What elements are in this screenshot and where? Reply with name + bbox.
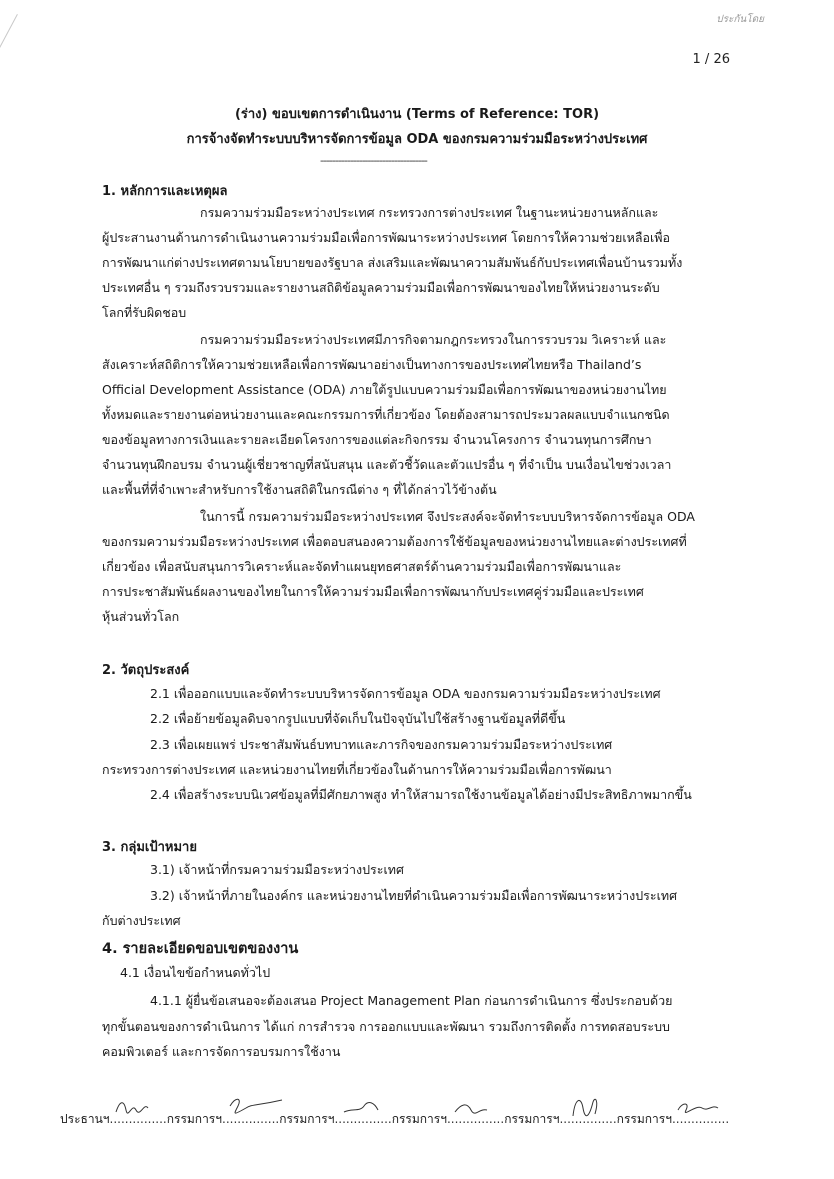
scan-mark	[0, 14, 18, 48]
list-item: 3.2) เจ้าหน้าที่ภายในองค์กร และหน่วยงานไทยที่ดำเนินความร่วมมือเพื่อการพัฒนาระหว่างประเทศ	[150, 888, 678, 903]
section-heading-1: 1. หลักการและเหตุผล	[102, 184, 228, 199]
member-label: กรรมการฯ	[616, 1112, 672, 1126]
list-item: 2.4 เพื่อสร้างระบบนิเวศข้อมูลที่มีศักยภาพสูง ทำให้สามารถใช้งานข้อมูลได้อย่างมีประสิทธิภาพมากขึ้น	[150, 787, 692, 802]
paragraph-line: คอมพิวเตอร์ และการจัดการอบรมการใช้งาน	[102, 1044, 341, 1059]
paragraph-line: 4.1.1 ผู้ยื่นข้อเสนอจะต้องเสนอ Project Management Plan ก่อนการดำเนินการ ซึ่งประกอบด้วย	[150, 993, 673, 1008]
paragraph-line: ทั้งหมดและรายงานต่อหน่วยงานและคณะกรรมการที่เกี่ยวข้อง โดยต้องสามารถประมวลผลแบบจำแนกชนิด	[102, 407, 670, 422]
paragraph-line: ในการนี้ กรมความร่วมมือระหว่างประเทศ จึงประสงค์จะจัดทำระบบบริหารจัดการข้อมูล ODA	[200, 509, 695, 524]
member-label: กรรมการฯ	[504, 1112, 560, 1126]
signature-member: ...............	[447, 1112, 504, 1126]
section-heading-2: 2. วัตถุประสงค์	[102, 663, 190, 678]
member-label: กรรมการฯ	[166, 1112, 222, 1126]
paragraph-line: เกี่ยวข้อง เพื่อสนับสนุนการวิเคราะห์และจัดทำแผนยุทธศาสตร์ด้านความร่วมมือเพื่อการพัฒนาและ	[102, 559, 622, 574]
chair-label: ประธานฯ	[60, 1112, 110, 1126]
list-item: 2.3 เพื่อเผยแพร่ ประชาสัมพันธ์บทบาทและภารกิจของกรมความร่วมมือระหว่างประเทศ	[150, 737, 613, 752]
paragraph-line: หุ้นส่วนทั่วโลก	[102, 609, 180, 624]
signature-member: ...............	[672, 1112, 729, 1126]
paragraph-line: ผู้ประสานงานด้านการดำเนินงานความร่วมมือเพื่อการพัฒนาระหว่างประเทศ โดยการให้ความช่วยเหลือเพื่อ	[102, 230, 671, 245]
list-item: 3.1) เจ้าหน้าที่กรมความร่วมมือระหว่างประเทศ	[150, 862, 404, 877]
paragraph-line: ของข้อมูลทางการเงินและรายละเอียดโครงการของแต่ละกิจกรรม จำนวนโครงการ จำนวนทุนการศึกษา	[102, 432, 652, 447]
list-item: 2.1 เพื่อออกแบบและจัดทำระบบบริหารจัดการข้อมูล ODA ของกรมความร่วมมือระหว่างประเทศ	[150, 686, 661, 701]
signature-chair: ...............	[110, 1112, 167, 1126]
page-number: 1 / 26	[692, 52, 730, 67]
paragraph-line: จำนวนทุนฝึกอบรม จำนวนผู้เชี่ยวชาญที่สนับสนุน และตัวชี้วัดและตัวแปรอื่น ๆ ที่จำเป็น บนเงื่อนไขช่วงเวลา	[102, 457, 672, 472]
paragraph-line: ประเทศอื่น ๆ รวมถึงรวบรวมและรายงานสถิติข้อมูลความร่วมมือเพื่อการพัฒนาของไทยให้หน่วยงานระดับ	[102, 280, 660, 295]
list-item: กระทรวงการต่างประเทศ และหน่วยงานไทยที่เกี่ยวข้องในด้านการให้ความร่วมมือเพื่อการพัฒนา	[102, 762, 612, 777]
handwritten-note: ประกันโดย	[716, 14, 764, 25]
subsection-heading: 4.1 เงื่อนไขข้อกำหนดทั่วไป	[120, 965, 271, 980]
list-item: กับต่างประเทศ	[102, 913, 181, 928]
paragraph-line: กรมความร่วมมือระหว่างประเทศมีภารกิจตามกฎกระทรวงในการรวบรวม วิเคราะห์ และ	[200, 332, 667, 347]
paragraph-line: Official Development Assistance (ODA) ภายใต้รูปแบบความร่วมมือเพื่อการพัฒนาของหน่วยงานไทย	[102, 382, 667, 397]
list-item: 2.2 เพื่อย้ายข้อมูลดิบจากรูปแบบที่จัดเก็บในปัจจุบันไปใช้สร้างฐานข้อมูลที่ดีขึ้น	[150, 711, 566, 726]
section-heading-3: 3. กลุ่มเป้าหมาย	[102, 840, 197, 855]
paragraph-line: โลกที่รับผิดชอบ	[102, 305, 187, 320]
paragraph-line: และพื้นที่ที่จำเพาะสำหรับการใช้งานสถิติในกรณีต่าง ๆ ที่ได้กล่าวไว้ข้างต้น	[102, 482, 497, 497]
member-label: กรรมการฯ	[391, 1112, 447, 1126]
signature-member: ...............	[334, 1112, 391, 1126]
document-title: (ร่าง) ขอบเขตการดำเนินงาน (Terms of Reference: TOR)	[234, 107, 600, 122]
signature-member: ...............	[222, 1112, 279, 1126]
paragraph-line: สังเคราะห์สถิติการให้ความช่วยเหลือเพื่อการพัฒนาอย่างเป็นทางการของประเทศไทยหรือ Thailand’s	[102, 357, 642, 372]
signature-member: ...............	[559, 1112, 616, 1126]
document-subtitle: การจ้างจัดทำระบบบริหารจัดการข้อมูล ODA ของกรมความร่วมมือระหว่างประเทศ	[186, 132, 648, 147]
paragraph-line: ของกรมความร่วมมือระหว่างประเทศ เพื่อตอบสนองความต้องการใช้ข้อมูลของหน่วยงานไทยและต่างประเทศที่	[102, 534, 687, 549]
paragraph-line: กรมความร่วมมือระหว่างประเทศ กระทรวงการต่างประเทศ ในฐานะหน่วยงานหลักและ	[200, 205, 659, 220]
section-heading-4: 4. รายละเอียดขอบเขตของงาน	[102, 941, 299, 957]
paragraph-line: ทุกขั้นตอนของการดำเนินการ ได้แก่ การสำรวจ การออกแบบและพัฒนา รวมถึงการติดตั้ง การทดสอบระบบ	[102, 1019, 670, 1034]
member-label: กรรมการฯ	[279, 1112, 335, 1126]
signature-footer	[60, 1110, 729, 1129]
paragraph-line: การพัฒนาแก่ต่างประเทศตามนโยบายของรัฐบาล ส่งเสริมและพัฒนาความสัมพันธ์กับประเทศเพื่อนบ้านรวมทั้ง	[102, 255, 683, 270]
paragraph-line: การประชาสัมพันธ์ผลงานของไทยในการให้ความร่วมมือเพื่อการพัฒนากับประเทศคู่ร่วมมือและประเทศ	[102, 584, 644, 599]
title-divider: ------------------------------------	[320, 154, 427, 167]
